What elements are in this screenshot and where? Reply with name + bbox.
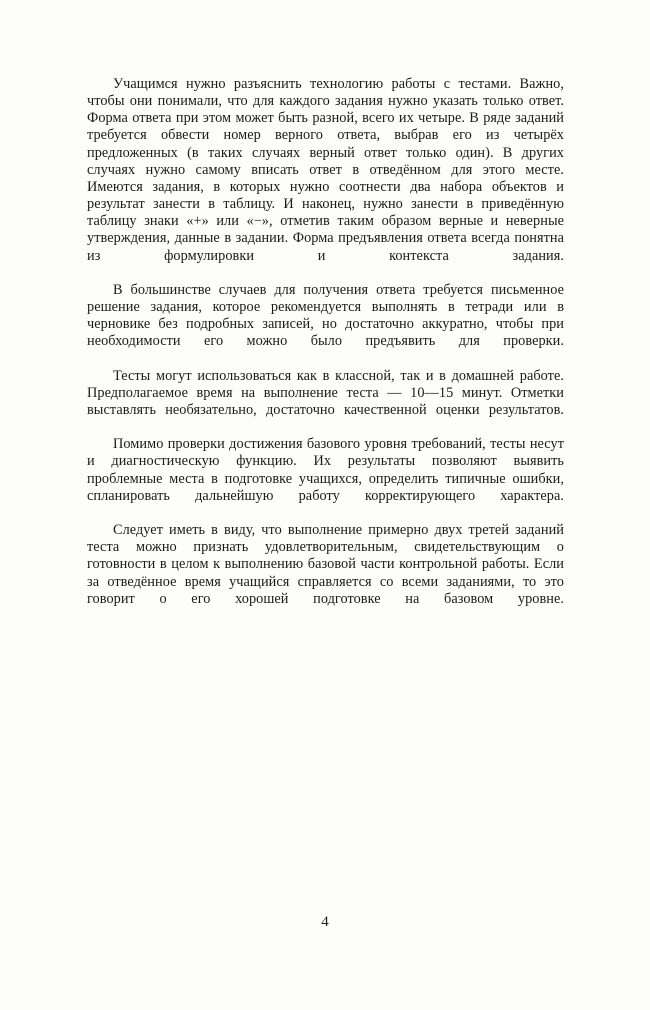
- paragraph: В большинстве случаев для получения ответа требуется письменное решение задания, которое рекомендуется выполнять в тетради или в черновике без подробных записей, но достаточно аккуратно, чтобы при необходимости его можно было предъявить для проверки.: [87, 281, 564, 350]
- paragraph: Помимо проверки достижения базового уровня требований, тесты несут и диагностическую функцию. Их результаты позволяют выявить проблемные места в подготовке учащихся, определить типичные ошибки, спланировать дальнейшую работу корректирующего характера.: [87, 436, 564, 504]
- paragraph: Тесты могут использоваться как в классной, так и в домашней работе. Предполагаемое время на выполнение теста — 10—15 минут. Отметки выставлять необязательно, достаточно качественной оценки результатов.: [87, 367, 564, 418]
- paragraph: Следует иметь в виду, что выполнение примерно двух третей заданий теста можно признать удовлетворительным, свидетельствующим о готовности в целом к выполнению базовой части контрольной работы. Если за отведённое время учащийся справляется со всеми заданиями, то это говорит о его хорошей подготовке на базовом уровне.: [87, 522, 564, 607]
- document-body: [87, 76, 564, 625]
- paragraph: Учащимся нужно разъяснить технологию работы с тестами. Важно, чтобы они понимали, что для каждого задания нужно указать только ответ. Форма ответа при этом может быть разной, всего их четыре. В ряде заданий требуется обвести номер верного ответа, выбрав его из четырёх предложенных (в таких случаях верный ответ только один). В других случаях нужно самому вписать ответ в отведённом для этого месте. Имеются задания, в которых нужно соотнести два набора объектов и результат занести в таблицу. И наконец, нужно занести в приведённую таблицу знаки «+» или «−», отметив таким образом верные и неверные утверждения, данные в задании. Форма предъявления ответа всегда понятна из формулировки и контекста задания.: [87, 76, 564, 264]
- page-number: 4: [321, 914, 329, 930]
